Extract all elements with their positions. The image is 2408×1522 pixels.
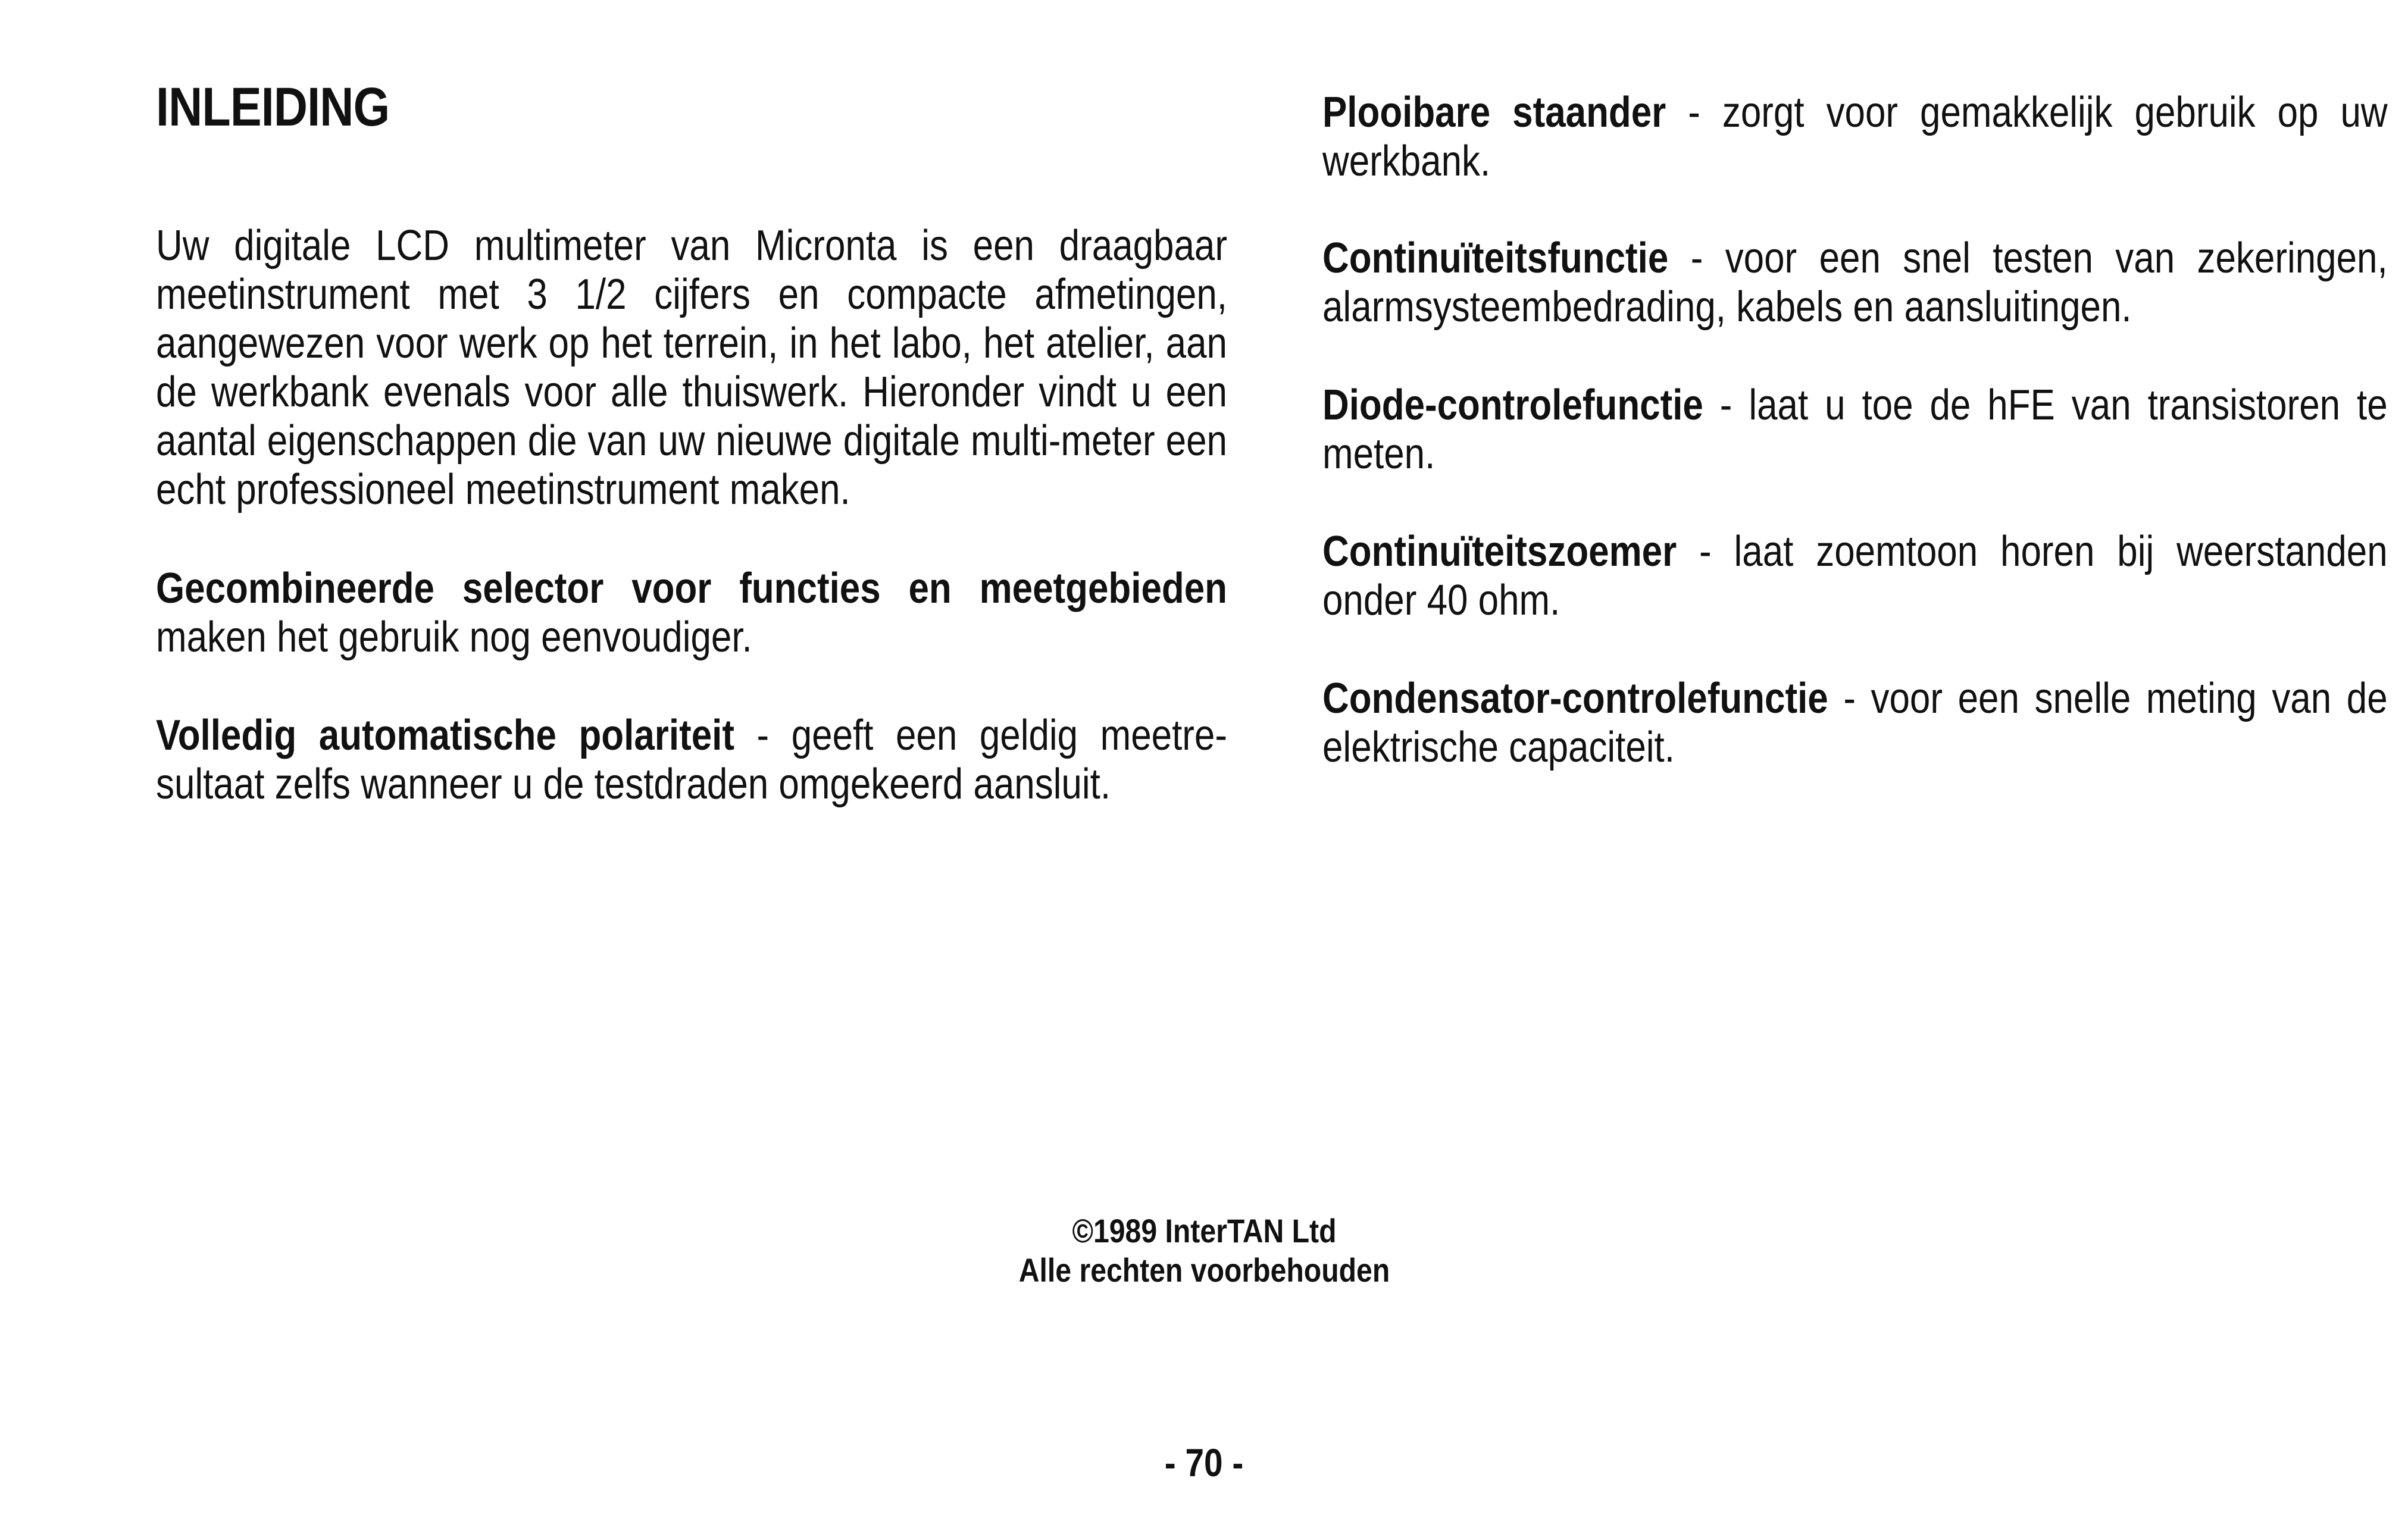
feature-term: Continuïteitsfunctie — [1322, 234, 1669, 282]
feature-item — [156, 711, 1227, 809]
feature-item — [1322, 527, 2388, 625]
feature-term: Gecombineerde selector voor functies en meetgebieden — [156, 565, 1227, 612]
feature-term: Plooibare staander — [1322, 89, 1666, 136]
page-number-text: - 70 - — [1164, 1440, 1244, 1485]
feature-term: Continuïteitszoemer — [1322, 528, 1677, 575]
feature-term: Diode-controlefunctie — [1322, 381, 1703, 429]
feature-description: - voor een snelle meting van de elektrische capaciteit. — [1322, 675, 2388, 771]
intro-paragraph: Uw digitale LCD multimeter van Micronta is een draagbaar meetinstrument met 3 1/2 cijfers en compacte afmetingen, aangewezen voor werk op het terrein, in het labo, het atelier, aan de werkbank evenals voor alle thuiswerk. Hieronder vindt u een aantal eigenschappen die van uw nieuwe digitale multi-meter een echt professioneel meetinstrument maken. — [156, 222, 1227, 513]
feature-item — [1322, 88, 2388, 186]
feature-description: - geeft een geldig meetre-sultaat zelfs wanneer u de testdraden omgekeerd aansluit. — [156, 712, 1227, 808]
feature-description: - laat zoemtoon horen bij weerstanden onder 40 ohm. — [1322, 528, 2388, 624]
feature-description: - voor een snel testen van zekeringen, alarmsysteembedrading, kabels en aansluitingen. — [1322, 234, 2388, 331]
feature-description: - laat u toe de hFE van transistoren te meten. — [1322, 381, 2388, 478]
feature-term: Condensator-controlefunctie — [1322, 675, 1828, 722]
feature-item — [1322, 381, 2388, 478]
copyright-notice — [0, 1211, 2408, 1290]
feature-item — [156, 564, 1227, 662]
feature-term: Volledig automatische polariteit — [156, 712, 734, 759]
page-number — [0, 1440, 2408, 1485]
rights-reserved-line: Alle rechten voorbehouden — [1018, 1251, 1390, 1289]
feature-item — [1322, 674, 2388, 772]
feature-description: maken het gebruik nog eenvoudiger. — [156, 613, 752, 661]
feature-description: - zorgt voor gemakkelijk gebruik op uw werkbank. — [1322, 89, 2388, 185]
copyright-line: ©1989 InterTAN Ltd — [1071, 1212, 1337, 1249]
feature-item — [1322, 234, 2388, 331]
page-title: INLEIDING — [156, 77, 390, 137]
